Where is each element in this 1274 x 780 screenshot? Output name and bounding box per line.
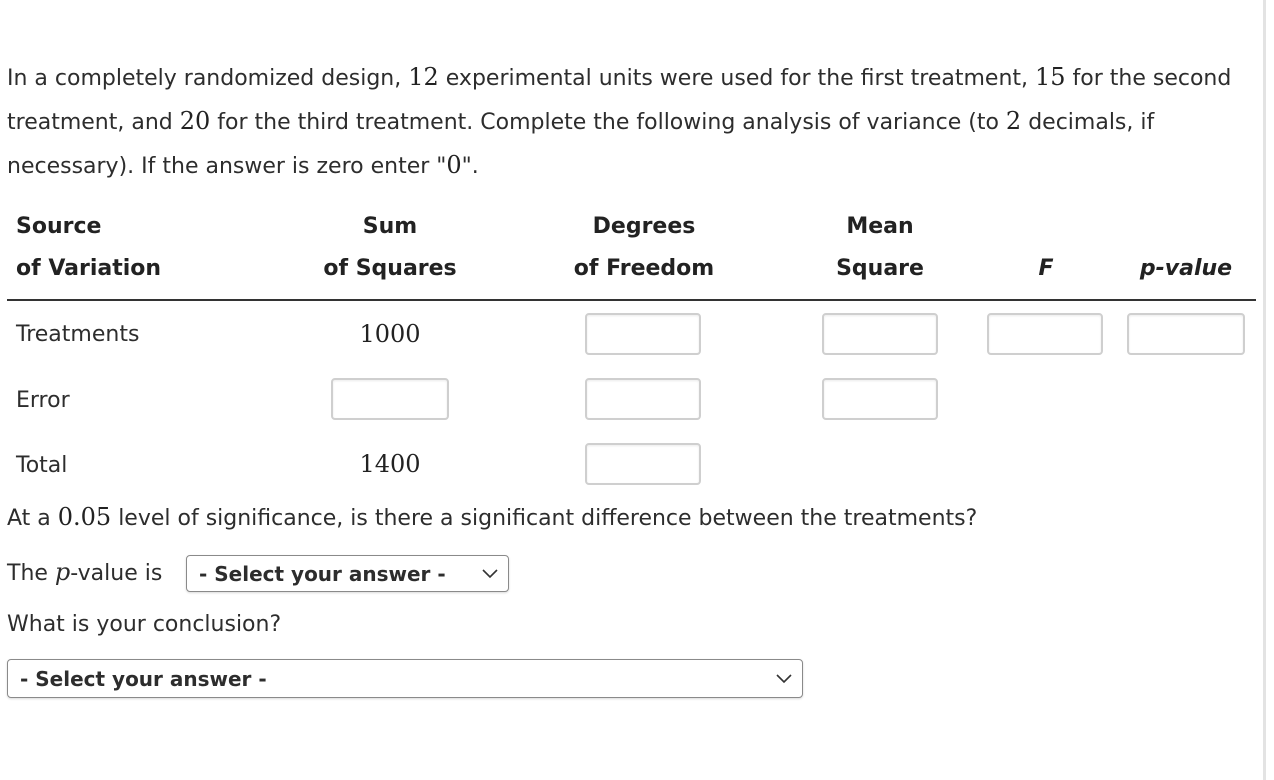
p-value-prompt: The p-value is — [7, 558, 163, 586]
treatments-ms-input[interactable] — [822, 313, 938, 355]
header-sum-of-squares: Sum of Squares — [323, 214, 457, 281]
error-df-input[interactable] — [585, 378, 701, 420]
chevron-down-icon — [482, 569, 498, 579]
significance-question: At a 0.05 level of significance, is there a significant difference between the treatments? — [7, 503, 978, 531]
header-mean-square: Mean Square — [836, 214, 924, 281]
units-first: 12 — [408, 63, 439, 91]
header-p-value: p-value — [1139, 256, 1233, 281]
decimals-count: 2 — [1005, 107, 1022, 135]
problem-statement: In a completely randomized design, 12 experimental units were used for the first treatment, 15 for the second treatment, and 20 for the third treatment. Complete the following analysis of variance (to 2 decimals, if necessary). If the answer is zero enter "0". — [7, 63, 1232, 179]
conclusion-prompt: What is your conclusion? — [7, 612, 282, 637]
p-value-select[interactable]: - Select your answer - — [186, 555, 509, 592]
header-degrees-of-freedom: Degrees of Freedom — [573, 214, 715, 281]
right-border — [1263, 0, 1266, 780]
total-df-input[interactable] — [585, 443, 701, 485]
header-divider — [7, 299, 1256, 301]
units-second: 15 — [1035, 63, 1066, 91]
treatments-f-input[interactable] — [987, 313, 1103, 355]
row-label-total: Total — [16, 453, 68, 478]
zero-value: 0 — [446, 151, 462, 179]
chevron-down-icon — [776, 674, 792, 684]
treatments-ss-value: 1000 — [359, 320, 421, 348]
treatments-df-input[interactable] — [585, 313, 701, 355]
conclusion-select[interactable]: - Select your answer - — [7, 659, 803, 698]
treatments-p-value-input[interactable] — [1127, 313, 1245, 355]
total-ss-value: 1400 — [359, 450, 421, 478]
header-source: Source of Variation — [16, 214, 162, 281]
row-label-error: Error — [16, 388, 70, 413]
alpha-value: 0.05 — [57, 503, 112, 531]
error-ms-input[interactable] — [822, 378, 938, 420]
units-third: 20 — [179, 107, 211, 135]
row-label-treatments: Treatments — [16, 322, 140, 347]
header-f: F — [1038, 256, 1054, 281]
error-ss-input[interactable] — [331, 378, 449, 420]
